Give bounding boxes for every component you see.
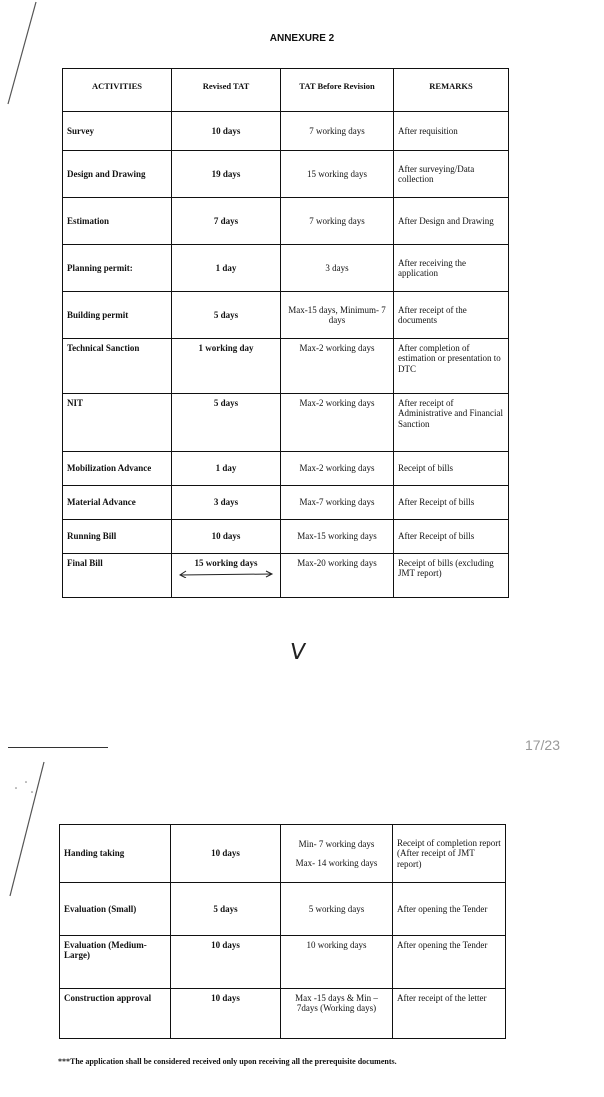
activity-cell: NIT (63, 394, 172, 452)
table-row (63, 394, 509, 452)
table-row (60, 825, 506, 883)
remarks-cell: Receipt of bills (excluding JMT report) (394, 554, 509, 598)
revised-tat-cell: 3 days (172, 486, 281, 520)
remarks-cell: After Design and Drawing (394, 198, 509, 245)
footnote: ***The application shall be considered received only upon receiving all the prerequisite documents. (58, 1057, 397, 1066)
activity-cell: Technical Sanction (63, 339, 172, 394)
activity-cell: Evaluation (Small) (60, 883, 171, 936)
table-row (63, 112, 509, 151)
table-row (63, 486, 509, 520)
remarks-cell: After Receipt of bills (394, 520, 509, 554)
tat-before-cell (281, 825, 393, 883)
activity-cell: Material Advance (63, 486, 172, 520)
activity-cell: Mobilization Advance (63, 452, 172, 486)
activity-cell: Running Bill (63, 520, 172, 554)
activity-cell: Planning permit: (63, 245, 172, 292)
table-row (60, 936, 506, 989)
table-row (63, 339, 509, 394)
header-tat-before-revision: TAT Before Revision (281, 69, 394, 112)
tat-before-cell: Max-2 working days (281, 452, 394, 486)
activity-cell: Estimation (63, 198, 172, 245)
tat-before-cell: Max-2 working days (281, 394, 394, 452)
handwritten-arrow-icon (178, 570, 274, 578)
document-title: ANNEXURE 2 (269, 33, 335, 44)
activity-cell: Building permit (63, 292, 172, 339)
activity-cell: Design and Drawing (63, 151, 172, 198)
page-divider (8, 747, 108, 748)
revised-tat-cell: 1 day (172, 245, 281, 292)
remarks-cell: Receipt of completion report (After receipt of JMT report) (393, 825, 506, 883)
revised-tat-cell: 10 days (171, 989, 281, 1039)
table-row (63, 198, 509, 245)
table-row (63, 245, 509, 292)
remarks-cell: After Receipt of bills (394, 486, 509, 520)
revised-tat-cell: 5 days (172, 292, 281, 339)
header-revised-tat: Revised TAT (172, 69, 281, 112)
header-activities: ACTIVITIES (63, 69, 172, 112)
remarks-cell: After receipt of Administrative and Financial Sanction (394, 394, 509, 452)
document-page-2 (0, 760, 604, 1097)
revised-tat-cell: 10 days (171, 936, 281, 989)
tat-before-cell: 15 working days (281, 151, 394, 198)
table-row (63, 520, 509, 554)
table-row (63, 554, 509, 598)
activity-cell: Survey (63, 112, 172, 151)
activity-cell: Handing taking (60, 825, 171, 883)
handwritten-tick-mark: V (288, 640, 307, 665)
table-row (63, 452, 509, 486)
activity-cell: Final Bill (63, 554, 172, 598)
remarks-cell: After receipt of the letter (393, 989, 506, 1039)
annexure-table-2 (59, 824, 506, 1039)
tat-before-cell: Max -15 days & Min – 7days (Working days) (281, 989, 393, 1039)
remarks-cell: After opening the Tender (393, 883, 506, 936)
table-row (60, 989, 506, 1039)
table-row (63, 151, 509, 198)
revised-tat-cell: 1 working day (172, 339, 281, 394)
revised-tat-cell: 1 day (172, 452, 281, 486)
remarks-cell: After receipt of the documents (394, 292, 509, 339)
tat-before-cell: Max-7 working days (281, 486, 394, 520)
tat-before-cell: 3 days (281, 245, 394, 292)
table-row (63, 292, 509, 339)
remarks-cell: After surveying/Data collection (394, 151, 509, 198)
remarks-cell: After requisition (394, 112, 509, 151)
revised-tat-cell: 5 days (171, 883, 281, 936)
activity-cell: Construction approval (60, 989, 171, 1039)
revised-tat-cell: 10 days (172, 112, 281, 151)
revised-tat-value: 15 working days (194, 558, 258, 568)
table-row (60, 883, 506, 936)
annexure-table-1 (62, 68, 509, 598)
tat-before-cell: 5 working days (281, 883, 393, 936)
page-counter: 17/23 (524, 737, 560, 753)
scan-edge-line (0, 0, 40, 110)
tat-before-cell: Max-2 working days (281, 339, 394, 394)
tat-before-cell: Max-15 working days (281, 520, 394, 554)
tat-before-min: Min- 7 working days (298, 839, 375, 850)
tat-before-cell: 7 working days (281, 198, 394, 245)
remarks-cell: After completion of estimation or presentation to DTC (394, 339, 509, 394)
header-remarks: REMARKS (394, 69, 509, 112)
tat-before-cell: 7 working days (281, 112, 394, 151)
tat-before-cell: 10 working days (281, 936, 393, 989)
tat-before-cell: Max-20 working days (281, 554, 394, 598)
revised-tat-cell: 10 days (172, 520, 281, 554)
revised-tat-cell: 10 days (171, 825, 281, 883)
revised-tat-cell (172, 554, 281, 598)
remarks-cell: After receiving the application (394, 245, 509, 292)
table-header-row (63, 69, 509, 112)
remarks-cell: Receipt of bills (394, 452, 509, 486)
tat-before-max: Max- 14 working days (295, 857, 378, 868)
revised-tat-cell: 19 days (172, 151, 281, 198)
scan-edge-line (0, 760, 50, 900)
revised-tat-cell: 7 days (172, 198, 281, 245)
tat-before-cell: Max-15 days, Minimum- 7 days (281, 292, 394, 339)
revised-tat-cell: 5 days (172, 394, 281, 452)
remarks-cell: After opening the Tender (393, 936, 506, 989)
activity-cell: Evaluation (Medium-Large) (60, 936, 171, 989)
